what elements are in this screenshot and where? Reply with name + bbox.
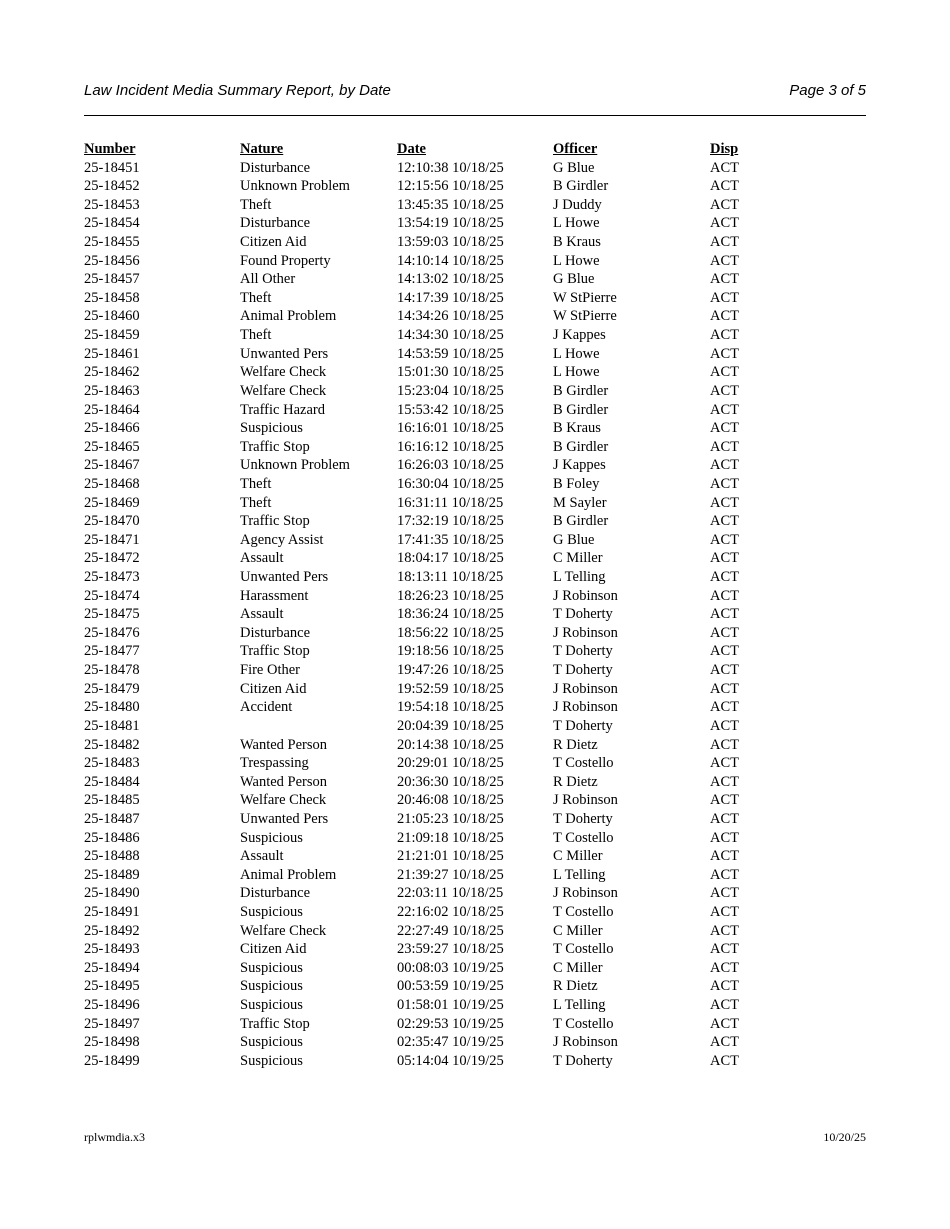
incident-nature: Wanted Person (240, 736, 328, 753)
incident-nature: Theft (240, 327, 272, 344)
incident-officer: J Kappes (553, 327, 606, 344)
incident-number: 25-18493 (84, 941, 140, 958)
incident-date: 16:30:04 10/18/25 (397, 475, 504, 492)
incident-number: 25-18483 (84, 755, 140, 772)
incident-date: 21:05:23 10/18/25 (397, 810, 504, 827)
incident-nature: Suspicious (240, 959, 303, 976)
incident-date: 13:59:03 10/18/25 (397, 234, 504, 251)
incident-disp: ACT (710, 1052, 739, 1069)
incident-number: 25-18453 (84, 196, 140, 213)
incident-date: 19:18:56 10/18/25 (397, 643, 504, 660)
incident-officer: T Doherty (553, 1052, 613, 1069)
incident-disp: ACT (710, 959, 739, 976)
incident-disp: ACT (710, 606, 739, 623)
incident-officer: M Sayler (553, 494, 607, 511)
incident-nature: Traffic Stop (240, 438, 310, 455)
incident-nature: Theft (240, 196, 272, 213)
incident-disp: ACT (710, 401, 739, 418)
incident-officer: B Girdler (553, 401, 609, 418)
column-header-date: Date (397, 141, 426, 157)
incident-nature: Disturbance (240, 159, 311, 176)
column-header-officer: Officer (553, 141, 598, 157)
incident-number: 25-18478 (84, 662, 140, 679)
column-header-nature: Nature (240, 141, 284, 157)
incident-nature: Suspicious (240, 1052, 303, 1069)
incident-disp: ACT (710, 680, 739, 697)
incident-number: 25-18475 (84, 606, 140, 623)
incident-number: 25-18469 (84, 494, 140, 511)
incident-officer: T Doherty (553, 810, 613, 827)
incident-number: 25-18454 (84, 215, 140, 232)
incident-date: 20:04:39 10/18/25 (397, 717, 504, 734)
incident-officer: G Blue (553, 531, 595, 548)
incident-nature: Disturbance (240, 624, 311, 641)
incident-number: 25-18490 (84, 885, 140, 902)
incident-disp: ACT (710, 569, 739, 586)
incident-date: 21:09:18 10/18/25 (397, 829, 504, 846)
incident-number: 25-18495 (84, 978, 140, 995)
incident-date: 18:26:23 10/18/25 (397, 587, 504, 604)
incident-nature: Animal Problem (240, 866, 337, 883)
incident-nature: Unwanted Pers (240, 569, 329, 586)
incident-nature: Wanted Person (240, 773, 328, 790)
header-divider (84, 115, 866, 116)
incident-disp: ACT (710, 903, 739, 920)
incident-number: 25-18452 (84, 178, 140, 195)
page-number: Page 3 of 5 (789, 82, 866, 99)
incident-date: 12:10:38 10/18/25 (397, 159, 504, 176)
incident-nature: Suspicious (240, 903, 303, 920)
incident-officer: T Doherty (553, 662, 613, 679)
incident-number: 25-18455 (84, 234, 140, 251)
incident-date: 00:08:03 10/19/25 (397, 959, 504, 976)
incident-date: 17:32:19 10/18/25 (397, 513, 504, 530)
incident-date: 19:47:26 10/18/25 (397, 662, 504, 679)
incident-date: 22:16:02 10/18/25 (397, 903, 504, 920)
incident-officer: L Howe (553, 252, 600, 269)
incident-date: 20:46:08 10/18/25 (397, 792, 504, 809)
incident-disp: ACT (710, 662, 739, 679)
incident-date: 20:36:30 10/18/25 (397, 773, 504, 790)
incident-disp: ACT (710, 513, 739, 530)
incident-number: 25-18492 (84, 922, 140, 939)
incident-number: 25-18479 (84, 680, 140, 697)
incident-officer: L Howe (553, 215, 600, 232)
incident-officer: R Dietz (553, 978, 598, 995)
incident-date: 14:13:02 10/18/25 (397, 271, 504, 288)
incident-officer: L Telling (553, 997, 606, 1014)
incident-date: 16:16:12 10/18/25 (397, 438, 504, 455)
incident-disp: ACT (710, 978, 739, 995)
incident-disp: ACT (710, 1034, 739, 1051)
incident-disp: ACT (710, 755, 739, 772)
incident-number: 25-18457 (84, 271, 140, 288)
incident-nature: Animal Problem (240, 308, 337, 325)
incident-officer: B Girdler (553, 438, 609, 455)
incident-date: 21:39:27 10/18/25 (397, 866, 504, 883)
incident-officer: J Duddy (553, 196, 602, 213)
incident-officer: C Miller (553, 848, 603, 865)
incident-officer: B Kraus (553, 234, 601, 251)
incident-number: 25-18476 (84, 624, 140, 641)
incident-nature: Unknown Problem (240, 178, 350, 195)
incident-nature: Traffic Hazard (240, 401, 325, 418)
incident-officer: B Girdler (553, 382, 609, 399)
incident-officer: T Costello (553, 755, 614, 772)
incident-nature: Accident (240, 699, 293, 716)
incident-date: 00:53:59 10/19/25 (397, 978, 504, 995)
incident-number: 25-18461 (84, 345, 140, 362)
incident-number: 25-18497 (84, 1015, 140, 1032)
incident-disp: ACT (710, 178, 739, 195)
incident-officer: T Costello (553, 829, 614, 846)
incident-number: 25-18459 (84, 327, 140, 344)
incident-nature: Traffic Stop (240, 513, 310, 530)
incident-disp: ACT (710, 792, 739, 809)
incident-number: 25-18463 (84, 382, 140, 399)
incident-number: 25-18460 (84, 308, 140, 325)
incident-number: 25-18481 (84, 717, 140, 734)
incident-disp: ACT (710, 345, 739, 362)
incident-officer: L Telling (553, 569, 606, 586)
incident-nature: Welfare Check (240, 364, 327, 381)
incident-date: 18:56:22 10/18/25 (397, 624, 504, 641)
incident-disp: ACT (710, 941, 739, 958)
incident-officer: T Costello (553, 941, 614, 958)
incident-date: 12:15:56 10/18/25 (397, 178, 504, 195)
incident-number: 25-18477 (84, 643, 140, 660)
incident-number: 25-18486 (84, 829, 140, 846)
incident-nature: Unwanted Pers (240, 345, 329, 362)
incident-date: 14:17:39 10/18/25 (397, 289, 504, 306)
incident-disp: ACT (710, 382, 739, 399)
incident-officer: L Howe (553, 345, 600, 362)
incident-nature: Found Property (240, 252, 331, 269)
incident-officer: L Telling (553, 866, 606, 883)
incident-date: 14:34:26 10/18/25 (397, 308, 504, 325)
incident-officer: C Miller (553, 959, 603, 976)
incident-date: 02:29:53 10/19/25 (397, 1015, 504, 1032)
incident-number: 25-18470 (84, 513, 140, 530)
incident-disp: ACT (710, 922, 739, 939)
incident-nature: Disturbance (240, 885, 311, 902)
incident-officer: B Girdler (553, 178, 609, 195)
incident-officer: G Blue (553, 159, 595, 176)
report-id: rplwmdia.x3 (84, 1130, 145, 1144)
incident-officer: B Girdler (553, 513, 609, 530)
incident-number: 25-18468 (84, 475, 140, 492)
incident-disp: ACT (710, 699, 739, 716)
incident-number: 25-18485 (84, 792, 140, 809)
incident-number: 25-18498 (84, 1034, 140, 1051)
incident-date: 20:29:01 10/18/25 (397, 755, 504, 772)
column-header-number: Number (84, 141, 136, 157)
incident-date: 19:54:18 10/18/25 (397, 699, 504, 716)
incident-disp: ACT (710, 643, 739, 660)
incident-number: 25-18458 (84, 289, 140, 306)
incident-date: 18:36:24 10/18/25 (397, 606, 504, 623)
incident-officer: J Robinson (553, 885, 618, 902)
incident-disp: ACT (710, 1015, 739, 1032)
incident-nature: All Other (240, 271, 296, 288)
incident-officer: J Robinson (553, 624, 618, 641)
incident-nature: Assault (240, 848, 284, 865)
incident-disp: ACT (710, 196, 739, 213)
incident-number: 25-18496 (84, 997, 140, 1014)
incident-nature: Citizen Aid (240, 234, 307, 251)
incident-officer: T Costello (553, 1015, 614, 1032)
incident-disp: ACT (710, 885, 739, 902)
incident-nature: Welfare Check (240, 792, 327, 809)
incident-date: 20:14:38 10/18/25 (397, 736, 504, 753)
incident-number: 25-18499 (84, 1052, 140, 1069)
incident-nature: Unknown Problem (240, 457, 350, 474)
incident-number: 25-18466 (84, 420, 140, 437)
incident-date: 18:04:17 10/18/25 (397, 550, 504, 567)
print-date: 10/20/25 (823, 1130, 866, 1144)
incident-nature: Theft (240, 475, 272, 492)
incident-officer: T Doherty (553, 643, 613, 660)
incident-officer: T Doherty (553, 606, 613, 623)
page-header (84, 82, 866, 102)
incident-officer: J Robinson (553, 587, 618, 604)
incident-nature: Welfare Check (240, 382, 327, 399)
incident-officer: R Dietz (553, 736, 598, 753)
incident-disp: ACT (710, 531, 739, 548)
incident-nature: Assault (240, 550, 284, 567)
incident-disp: ACT (710, 215, 739, 232)
incident-date: 01:58:01 10/19/25 (397, 997, 504, 1014)
incident-officer: R Dietz (553, 773, 598, 790)
incident-date: 19:52:59 10/18/25 (397, 680, 504, 697)
incident-nature: Fire Other (240, 662, 300, 679)
incident-disp: ACT (710, 475, 739, 492)
incident-disp: ACT (710, 308, 739, 325)
incident-number: 25-18480 (84, 699, 140, 716)
incident-nature: Theft (240, 289, 272, 306)
incident-disp: ACT (710, 457, 739, 474)
incident-date: 23:59:27 10/18/25 (397, 941, 504, 958)
incident-number: 25-18473 (84, 569, 140, 586)
incident-officer: C Miller (553, 550, 603, 567)
incident-disp: ACT (710, 587, 739, 604)
incident-nature: Harassment (240, 587, 309, 604)
incident-officer: L Howe (553, 364, 600, 381)
incident-officer: B Kraus (553, 420, 601, 437)
incident-disp: ACT (710, 327, 739, 344)
incident-officer: J Robinson (553, 1034, 618, 1051)
incident-nature: Assault (240, 606, 284, 623)
incident-nature: Disturbance (240, 215, 311, 232)
incident-nature: Traffic Stop (240, 1015, 310, 1032)
incident-disp: ACT (710, 252, 739, 269)
incident-date: 02:35:47 10/19/25 (397, 1034, 504, 1051)
incident-disp: ACT (710, 848, 739, 865)
incident-disp: ACT (710, 364, 739, 381)
incident-date: 14:53:59 10/18/25 (397, 345, 504, 362)
incident-number: 25-18488 (84, 848, 140, 865)
incident-disp: ACT (710, 773, 739, 790)
incident-disp: ACT (710, 289, 739, 306)
incident-number: 25-18462 (84, 364, 140, 381)
incident-number: 25-18472 (84, 550, 140, 567)
incident-number: 25-18451 (84, 159, 140, 176)
incident-date: 16:26:03 10/18/25 (397, 457, 504, 474)
incident-disp: ACT (710, 624, 739, 641)
incident-date: 22:27:49 10/18/25 (397, 922, 504, 939)
incident-disp: ACT (710, 829, 739, 846)
incident-officer: J Kappes (553, 457, 606, 474)
incident-nature: Suspicious (240, 978, 303, 995)
incident-nature: Suspicious (240, 997, 303, 1014)
incident-date: 18:13:11 10/18/25 (397, 569, 504, 586)
incident-officer: W StPierre (553, 289, 617, 306)
incident-number: 25-18489 (84, 866, 140, 883)
incident-nature: Theft (240, 494, 272, 511)
incident-disp: ACT (710, 234, 739, 251)
incident-disp: ACT (710, 159, 739, 176)
incident-date: 17:41:35 10/18/25 (397, 531, 504, 548)
incident-number: 25-18474 (84, 587, 140, 604)
incident-date: 05:14:04 10/19/25 (397, 1052, 504, 1069)
incident-disp: ACT (710, 438, 739, 455)
incident-nature: Welfare Check (240, 922, 327, 939)
incident-officer: T Costello (553, 903, 614, 920)
incident-date: 14:34:30 10/18/25 (397, 327, 504, 344)
incident-date: 16:16:01 10/18/25 (397, 420, 504, 437)
incident-officer: W StPierre (553, 308, 617, 325)
incident-disp: ACT (710, 420, 739, 437)
incident-nature: Suspicious (240, 420, 303, 437)
incident-date: 14:10:14 10/18/25 (397, 252, 504, 269)
incident-nature: Agency Assist (240, 531, 324, 548)
incident-date: 15:23:04 10/18/25 (397, 382, 504, 399)
incident-number: 25-18484 (84, 773, 140, 790)
incident-number: 25-18494 (84, 959, 140, 976)
incident-nature: Suspicious (240, 1034, 303, 1051)
incident-nature: Trespassing (240, 755, 309, 772)
report-title: Law Incident Media Summary Report, by Date (84, 82, 391, 99)
incident-disp: ACT (710, 810, 739, 827)
incident-date: 21:21:01 10/18/25 (397, 848, 504, 865)
incident-nature: Citizen Aid (240, 680, 307, 697)
incident-date: 16:31:11 10/18/25 (397, 494, 504, 511)
column-header-disp: Disp (710, 141, 739, 157)
incident-nature: Traffic Stop (240, 643, 310, 660)
incident-officer: B Foley (553, 475, 600, 492)
incident-nature: Citizen Aid (240, 941, 307, 958)
incident-disp: ACT (710, 736, 739, 753)
incident-number: 25-18464 (84, 401, 140, 418)
incident-number: 25-18456 (84, 252, 140, 269)
incident-nature: Unwanted Pers (240, 810, 329, 827)
incident-date: 15:01:30 10/18/25 (397, 364, 504, 381)
incident-officer: C Miller (553, 922, 603, 939)
incident-number: 25-18471 (84, 531, 140, 548)
incident-date: 15:53:42 10/18/25 (397, 401, 504, 418)
incident-date: 22:03:11 10/18/25 (397, 885, 504, 902)
incident-officer: J Robinson (553, 680, 618, 697)
incident-disp: ACT (710, 494, 739, 511)
incident-disp: ACT (710, 717, 739, 734)
incident-number: 25-18482 (84, 736, 140, 753)
incident-disp: ACT (710, 997, 739, 1014)
incident-officer: J Robinson (553, 792, 618, 809)
incident-number: 25-18491 (84, 903, 140, 920)
incident-number: 25-18465 (84, 438, 140, 455)
incident-officer: G Blue (553, 271, 595, 288)
incident-number: 25-18467 (84, 457, 140, 474)
incident-disp: ACT (710, 866, 739, 883)
incident-date: 13:45:35 10/18/25 (397, 196, 504, 213)
incident-officer: T Doherty (553, 717, 613, 734)
incident-officer: J Robinson (553, 699, 618, 716)
incident-disp: ACT (710, 271, 739, 288)
incident-number: 25-18487 (84, 810, 140, 827)
incident-date: 13:54:19 10/18/25 (397, 215, 504, 232)
incident-disp: ACT (710, 550, 739, 567)
incident-nature: Suspicious (240, 829, 303, 846)
